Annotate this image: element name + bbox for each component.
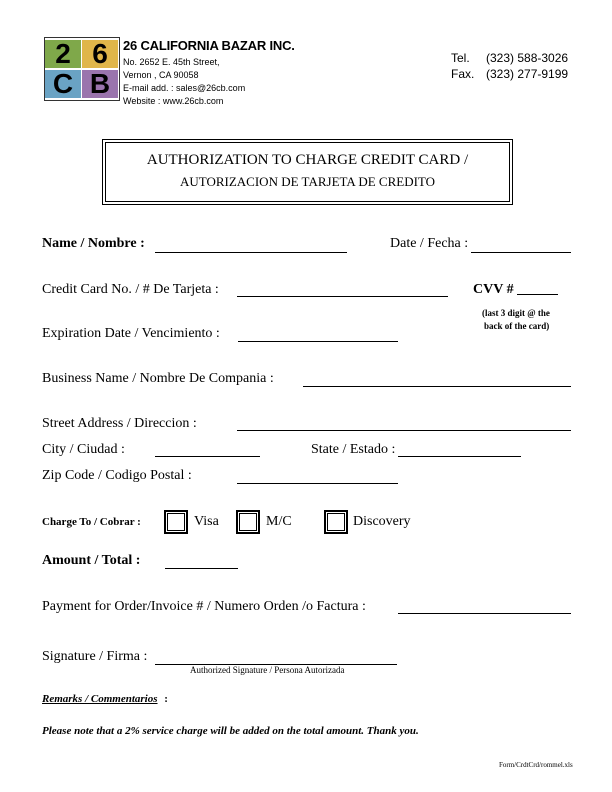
amount-field[interactable] [165, 568, 238, 569]
title-line-2: AUTORIZACION DE TARJETA DE CREDITO [179, 174, 436, 189]
remarks-text: Remarks / Commentarios [42, 693, 158, 705]
expiration-label: Expiration Date / Vencimiento : [42, 326, 220, 341]
expiration-field[interactable] [238, 341, 398, 342]
zip-field[interactable] [237, 483, 398, 484]
mc-checkbox[interactable] [236, 510, 260, 534]
business-name-label: Business Name / Nombre De Compania : [42, 371, 274, 386]
logo-cell-1: 2 [45, 40, 81, 68]
title-box [102, 139, 513, 205]
signature-label: Signature / Firma : [42, 649, 148, 664]
fax-label: Fax. [451, 67, 475, 81]
company-address-1: No. 2652 E. 45th Street, [123, 57, 220, 67]
city-label: City / Ciudad : [42, 442, 125, 457]
remarks-label [42, 693, 168, 705]
cvv-note-1: (last 3 digit @ the [482, 308, 550, 318]
company-address-2: Vernon , CA 90058 [123, 70, 199, 80]
visa-label: Visa [194, 514, 219, 529]
cvv-note-2: back of the card) [484, 321, 550, 331]
zip-label: Zip Code / Codigo Postal : [42, 468, 192, 483]
logo-cell-2: 6 [82, 40, 118, 68]
state-label: State / Estado : [311, 442, 396, 457]
amount-label: Amount / Total : [42, 553, 141, 568]
visa-checkbox[interactable] [164, 510, 188, 534]
form-footer: Form/CrdtCrd/rommel.xls [499, 761, 573, 769]
discovery-label: Discovery [353, 514, 411, 529]
discovery-checkbox[interactable] [324, 510, 348, 534]
business-name-field[interactable] [303, 386, 571, 387]
company-website: Website : www.26cb.com [123, 96, 224, 106]
tel-label: Tel. [451, 51, 470, 65]
payment-label: Payment for Order/Invoice # / Numero Orden /o Factura : [42, 599, 366, 614]
card-number-field[interactable] [237, 296, 448, 297]
date-label: Date / Fecha : [390, 236, 469, 251]
city-field[interactable] [155, 456, 260, 457]
signature-caption: Authorized Signature / Persona Autorizada [190, 665, 345, 675]
logo-cell-4: B [82, 70, 118, 98]
tel-number: (323) 588-3026 [486, 51, 569, 65]
logo-cell-3: C [45, 70, 81, 98]
charge-to-label: Charge To / Cobrar : [42, 516, 141, 528]
street-field[interactable] [237, 430, 571, 431]
street-label: Street Address / Direccion : [42, 416, 197, 431]
company-email: E-mail add. : sales@26cb.com [123, 83, 246, 93]
company-logo [44, 37, 120, 101]
state-field[interactable] [398, 456, 521, 457]
name-field[interactable] [155, 252, 347, 253]
remarks-colon: : [164, 693, 168, 705]
cvv-label: CVV # [473, 282, 514, 297]
name-label: Name / Nombre : [42, 236, 145, 251]
date-field[interactable] [471, 252, 571, 253]
payment-field[interactable] [398, 613, 571, 614]
title-line-1: AUTHORIZATION TO CHARGE CREDIT CARD / [146, 152, 469, 168]
card-number-label: Credit Card No. / # De Tarjeta : [42, 282, 219, 297]
fax-number: (323) 277-9199 [486, 67, 569, 81]
cvv-field[interactable] [517, 294, 558, 295]
service-charge-note: Please note that a 2% service charge will be added on the total amount. Thank you. [42, 725, 419, 737]
company-name: 26 CALIFORNIA BAZAR INC. [123, 38, 295, 53]
mc-label: M/C [266, 514, 292, 529]
